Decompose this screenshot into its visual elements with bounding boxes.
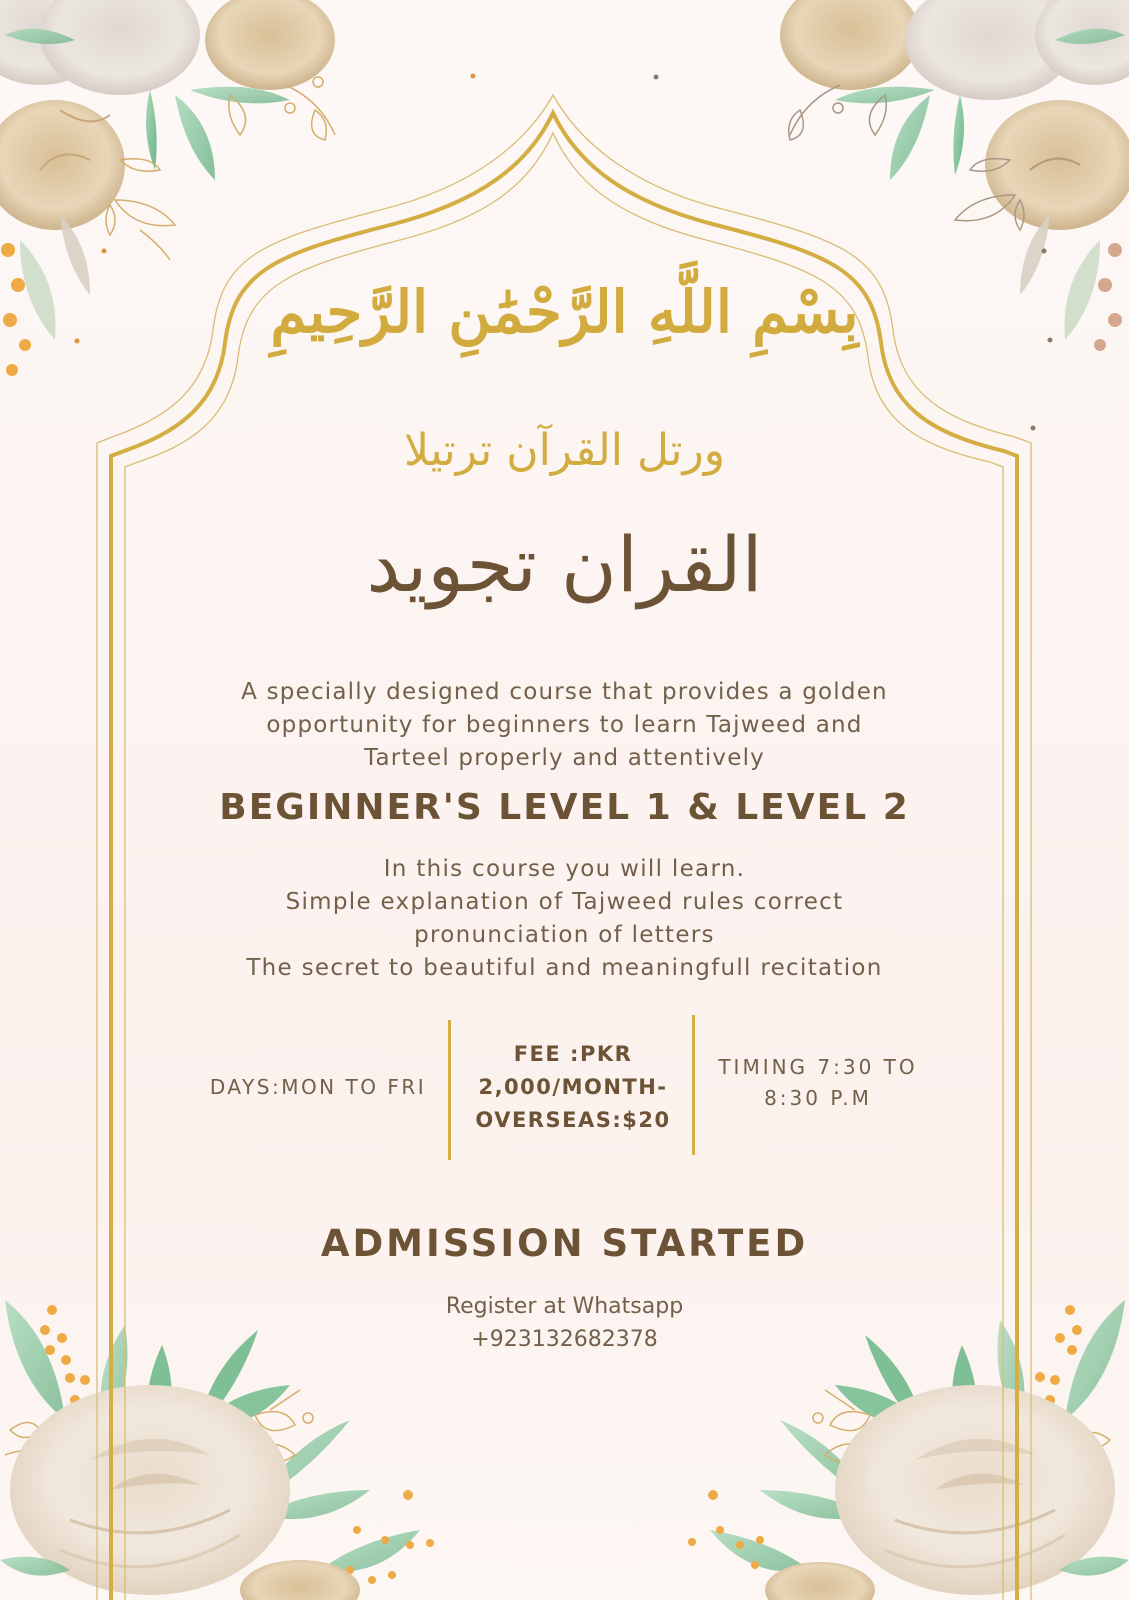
fee-line: FEE :PKR bbox=[513, 1042, 633, 1066]
bismillah-calligraphy: بِسْمِ اللَّهِ الرَّحْمَٰنِ الرَّحِيمِ bbox=[270, 278, 859, 346]
timing-line: 8:30 P.M bbox=[764, 1086, 872, 1110]
timing-line: TIMING 7:30 TO bbox=[718, 1055, 918, 1079]
schedule-days: DAYS:MON TO FRI bbox=[209, 1075, 427, 1099]
level-heading: BEGINNER'S LEVEL 1 & LEVEL 2 bbox=[219, 787, 910, 828]
admission-heading: ADMISSION STARTED bbox=[320, 1222, 809, 1265]
floral-top-right-icon bbox=[654, 0, 1129, 431]
registration-contact bbox=[0, 1290, 1129, 1356]
description-line: A specially designed course that provides a golden bbox=[241, 679, 888, 705]
info-divider-right bbox=[692, 1015, 695, 1155]
course-description bbox=[0, 676, 1129, 775]
fee-line: OVERSEAS:$20 bbox=[475, 1108, 671, 1132]
timing-info bbox=[698, 1052, 938, 1114]
outcome-line: In this course you will learn. bbox=[383, 856, 746, 882]
whatsapp-phone-number[interactable]: +923132682378 bbox=[471, 1327, 658, 1352]
outcome-line: Simple explanation of Tajweed rules correct bbox=[285, 889, 844, 915]
description-line: opportunity for beginners to learn Tajweed and bbox=[266, 712, 863, 738]
page-title-arabic: القران تجويد bbox=[366, 520, 763, 609]
info-divider-left bbox=[448, 1020, 451, 1160]
verse-arabic: ورتل القرآن ترتيلا bbox=[403, 425, 726, 476]
learning-outcomes bbox=[0, 853, 1129, 985]
fee-line: 2,000/MONTH- bbox=[478, 1075, 668, 1099]
outcome-line: The secret to beautiful and meaningfull recitation bbox=[246, 955, 883, 981]
fee-info bbox=[455, 1038, 691, 1137]
description-line: Tarteel properly and attentively bbox=[364, 745, 765, 771]
register-label: Register at Whatsapp bbox=[445, 1294, 684, 1319]
outcome-line: pronunciation of letters bbox=[414, 922, 715, 948]
